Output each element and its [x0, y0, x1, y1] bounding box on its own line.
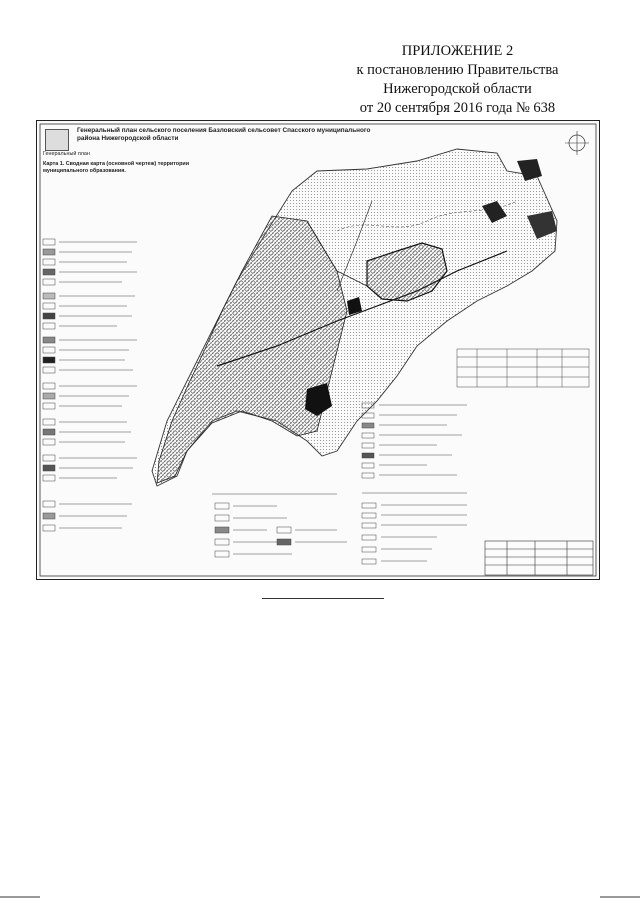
- plan-title: Генеральный план сельского поселения Базловский сельсовет Спасского муниципального района Нижегородской области: [77, 127, 371, 142]
- territory-outline: [152, 149, 557, 486]
- legend-left: [43, 239, 137, 531]
- date-line: от 20 сентября 2016 года № 638: [359, 100, 556, 116]
- map-title: Карта 1. Сводная карта (основной чертеж) территории муниципального образования.: [43, 161, 190, 174]
- plan-subtitle: Генеральный план: [43, 151, 90, 157]
- appendix-label: ПРИЛОЖЕНИЕ 2: [401, 43, 514, 59]
- appendix-header: [330, 42, 585, 118]
- legend-right: [362, 403, 467, 564]
- region-emblem-icon: [45, 129, 69, 151]
- settlement-table: [457, 349, 589, 387]
- scan-artifact-right: [600, 896, 640, 898]
- footer-rule: [262, 598, 384, 599]
- map-drawing: [37, 121, 599, 579]
- decree-line: к постановлению Правительства: [356, 62, 559, 78]
- legend-bottom: [212, 494, 347, 557]
- scan-artifact: [0, 896, 40, 898]
- map-sheet: [36, 120, 600, 580]
- region-line: Нижегородской области: [383, 81, 532, 97]
- title-block: [485, 541, 593, 575]
